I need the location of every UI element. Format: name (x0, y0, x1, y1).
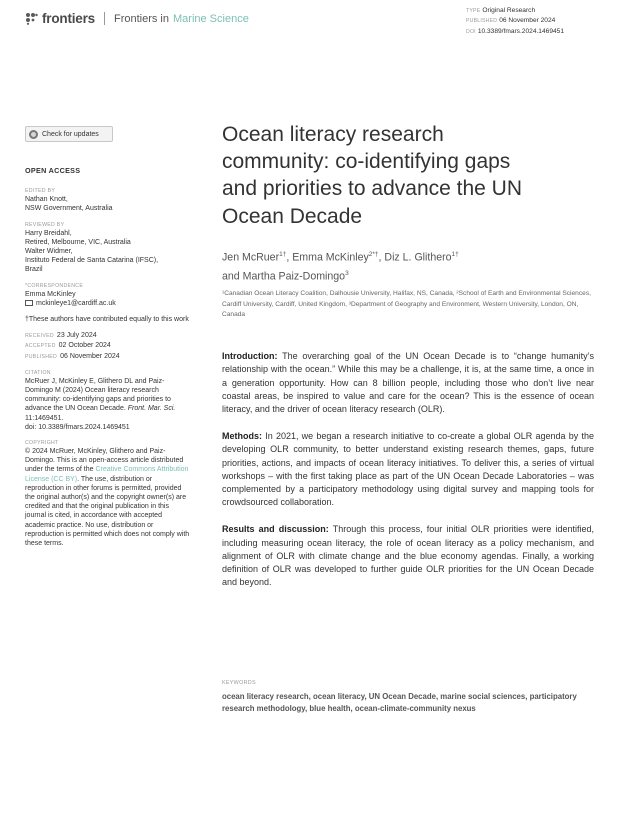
author-sup: 2*† (368, 251, 379, 258)
edited-by-block (25, 187, 190, 213)
citation-block (25, 369, 190, 432)
published-date: 06 November 2024 (60, 352, 120, 360)
correspondence-label: *CORRESPONDENCE (25, 282, 84, 289)
citation-text (25, 377, 190, 423)
editor-line: NSW Government, Australia (25, 205, 113, 213)
check-for-updates-button[interactable] (25, 126, 113, 142)
email-row (25, 299, 190, 308)
journal-prefix: Frontiers in (113, 12, 169, 25)
copyright-part: © 2024 McRuer, McKinley, Glithero and Paiz-Domingo. This is an open-access article distributed under the terms of the (25, 448, 184, 474)
check-updates-label: Check for updates (42, 130, 99, 138)
copyright-part: . The use, distribution or reproduction in other forums is permitted, provided the original author(s) and the copyright owner(s) are credited and that the original publication in this journal is cited, in accordance with accepted academic practice. No use, distribution or reproduction is permitted which does not comply with these terms. (25, 475, 190, 548)
abstract-heading: Methods: (222, 430, 262, 441)
abstract-results (222, 523, 594, 589)
doi-link[interactable]: 10.3389/fmars.2024.1469451 (477, 27, 564, 35)
abstract-introduction (222, 350, 594, 416)
article-type: Original Research (482, 7, 536, 14)
update-check-icon (29, 130, 38, 139)
correspondence-block (25, 282, 190, 308)
copyright-label: COPYRIGHT (25, 440, 59, 447)
received-label: RECEIVED (25, 333, 54, 340)
article-meta (466, 6, 564, 37)
citation-volume: 11:1469451. (25, 414, 64, 422)
correspondence-email[interactable]: mckinleye1@cardiff.ac.uk (36, 299, 116, 307)
abstract-text: Through this process, four initial OLR priorities were identified, including measuring ocean literacy, the role of ocean literacy as a policy mechanism, and alignment of OLR with climate change and the blue economy agendas. Finally, a working definition of OLR was developed to further guide OLR priorities for the UN Ocean Decade and beyond. (222, 524, 595, 588)
accepted-date: 02 October 2024 (58, 342, 111, 350)
published-label: PUBLISHED (466, 18, 498, 25)
doi-label: DOI (466, 28, 476, 35)
journal-logo (25, 11, 249, 26)
keywords-block (222, 680, 597, 715)
author-name: Diz L. Glithero (384, 251, 452, 264)
keywords-label: KEYWORDS (222, 680, 256, 686)
reviewer-line: Brazil (25, 266, 43, 274)
abstract-heading: Introduction: (222, 351, 278, 361)
abstract (222, 350, 594, 603)
citation-body: McRuer J, McKinley E, Glithero DL and Paiz-Domingo M (2024) Ocean literacy research community: co-identifying gaps and priorities to advance the UN Ocean Decade. (25, 377, 171, 413)
reviewer-line: Retired, Melbourne, VIC, Australia (25, 238, 131, 246)
open-access-heading: OPEN ACCESS (25, 166, 81, 175)
published-label: PUBLISHED (25, 353, 58, 360)
correspondence-name: Emma McKinley (25, 290, 76, 298)
accepted-label: ACCEPTED (25, 343, 56, 350)
author-name: Emma McKinley (292, 251, 369, 264)
copyright-text (25, 447, 190, 548)
author-sup: 1† (279, 251, 287, 258)
journal-name: Marine Science (173, 12, 249, 25)
reviewed-by-block (25, 221, 190, 275)
reviewed-by-label: REVIEWED BY (25, 221, 65, 228)
type-label: TYPE (466, 8, 481, 14)
dates-block (25, 331, 190, 362)
editor-line: Nathan Knott, (25, 196, 68, 204)
abstract-text: In 2021, we began a research initiative to co-create a global OLR agenda by the developing OLR community, to better understand existing research themes, gaps, future priorities, actions, and impacts of ocean literacy initiatives. To deliver this, a series of virtual workshops – with the first taking place as part of the UN Ocean Decade Laboratories – was complemented by a participatory methodology using digital survey and mapping tools for crowdsourced collaboration. (222, 430, 594, 508)
abstract-text: The overarching goal of the UN Ocean Decade is to “change humanity’s relationship with the ocean.” While this may be a challenge, it is, at the same time, a once in a generation opportunity. How can 8 billion people, including those who don’t live near coastal areas, be inspired to value and care for the ocean? This is the essence of ocean literacy, and the driver of ocean literacy research (OLR). (222, 351, 594, 415)
license-link[interactable]: Creative Commons Attribution License (CC BY) (25, 466, 189, 483)
author-name: Martha Paiz-Domingo (242, 270, 346, 283)
reviewer-line: Instituto Federal de Santa Catarina (IFSC), (25, 257, 159, 265)
published-date: 06 November 2024 (499, 17, 556, 25)
citation-journal: Front. Mar. Sci. (127, 405, 176, 413)
reviewer-line: Harry Breidahl, (25, 229, 72, 237)
author-sup: 1† (451, 251, 459, 258)
author-name: Jen McRuer (222, 251, 280, 264)
citation-doi: doi: 10.3389/fmars.2024.1469451 (25, 423, 130, 431)
keywords-list: ocean literacy research, ocean literacy, UN Ocean Decade, marine social sciences, participatory research methodology, blue health, ocean-climate-community nexus (222, 692, 577, 713)
copyright-block (25, 439, 190, 548)
sidebar (25, 166, 190, 555)
abstract-heading: Results and discussion: (222, 524, 329, 535)
logo-divider (104, 12, 105, 25)
citation-label: CITATION (25, 369, 51, 376)
brand-name: frontiers (42, 11, 95, 26)
email-icon (25, 300, 33, 306)
abstract-methods (222, 430, 594, 510)
author-sup: 3 (345, 269, 349, 277)
reviewer-line: Walter Widmer, (25, 248, 73, 256)
author-list: Jen McRuer$^{1\dagger}$, Emma McKinley$^{2*\dagger}$, Diz L. Glithero$^{1\dagger}$ and Martha Paiz-Domingo$^3$ (222, 251, 459, 283)
affiliations: ¹Canadian Ocean Literacy Coalition, Dalhousie University, Halifax, NS, Canada, ²School of Earth and Environmental Sciences, Cardiff University, Cardiff, United Kingdom, ³Department of Geography and Environment, Western University, London, ON, Canada (222, 290, 591, 318)
edited-by-label: EDITED BY (25, 188, 56, 195)
frontiers-logo-icon (25, 12, 38, 25)
article-title: Ocean literacy research community: co-identifying gaps and priorities to advance the UN Ocean Decade (222, 123, 522, 228)
received-date: 23 July 2024 (56, 332, 97, 340)
equal-contribution-note: †These authors have contributed equally to this work (25, 316, 189, 324)
